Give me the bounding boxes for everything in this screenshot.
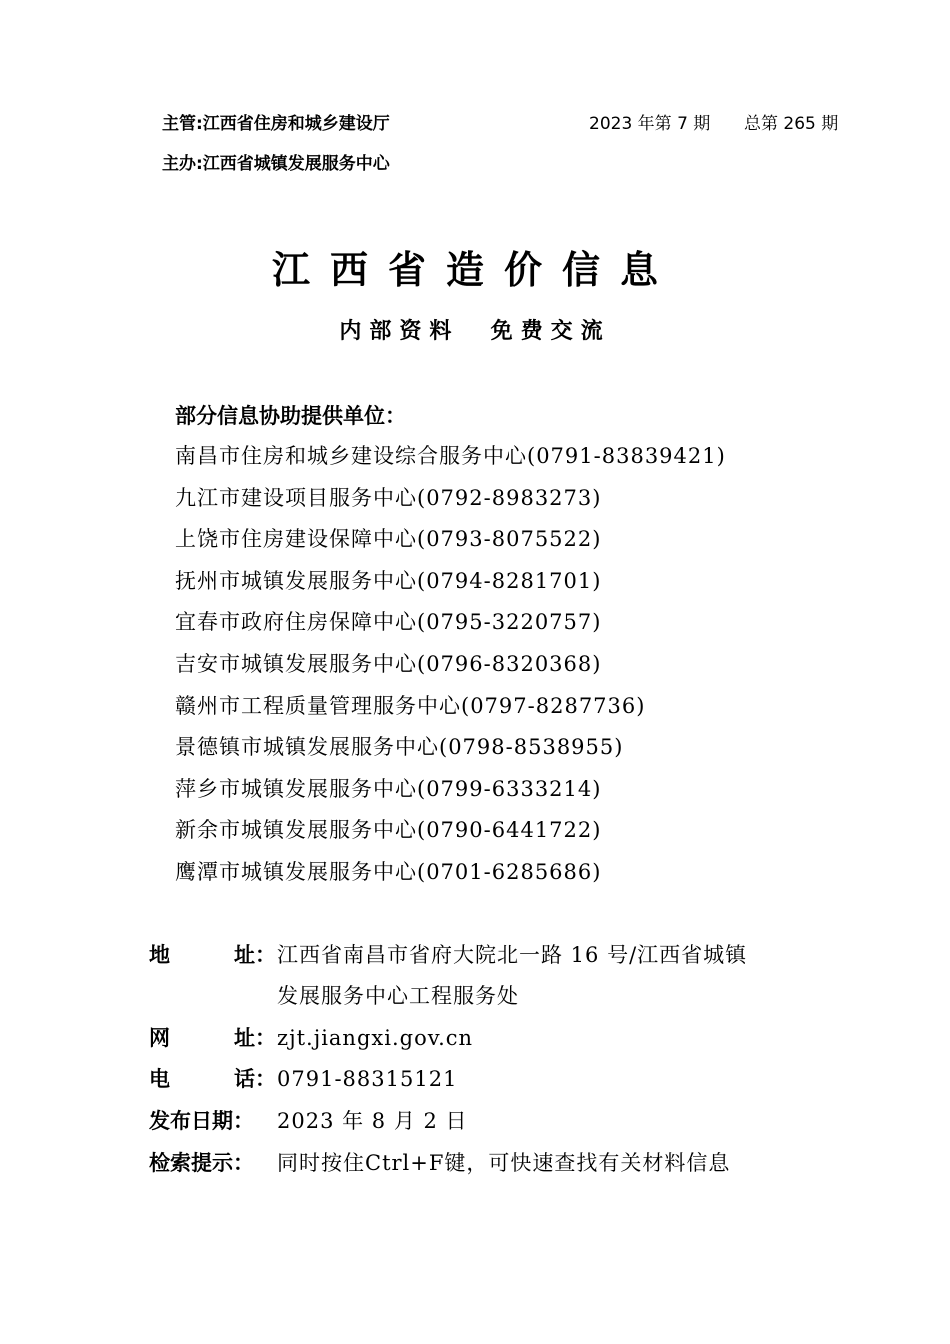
search-tip-row bbox=[149, 1148, 849, 1180]
address-line-1: 江西省南昌市省府大院北一路 16 号/江西省城镇 bbox=[277, 943, 748, 967]
website-label bbox=[149, 1023, 277, 1053]
phone-label-colon: ： bbox=[255, 1067, 276, 1091]
list-item: 南昌市住房和城乡建设综合服务中心(0791-83839421) bbox=[175, 444, 726, 468]
issue-number: 2023 年第 7 期 bbox=[589, 114, 711, 134]
list-item: 吉安市城镇发展服务中心(0796-8320368) bbox=[175, 651, 602, 676]
list-item: 景德镇市城镇发展服务中心(0798-8538955) bbox=[175, 735, 624, 760]
list-item: 新余市城镇发展服务中心(0790-6441722) bbox=[175, 818, 602, 843]
contributors-list bbox=[175, 441, 726, 899]
website-label-char: 网 bbox=[149, 1026, 170, 1050]
search-tip-label: 检索提示： bbox=[149, 1151, 254, 1175]
website-label-char: 址 bbox=[234, 1026, 255, 1050]
address-label-char: 址 bbox=[234, 943, 255, 967]
list-item: 上饶市住房建设保障中心(0793-8075522) bbox=[175, 527, 602, 552]
release-date-label: 发布日期： bbox=[149, 1109, 254, 1133]
sponsor-text: 主办:江西省城镇发展服务中心 bbox=[162, 154, 390, 174]
address-label bbox=[149, 940, 277, 970]
contributors-heading: 部分信息协助提供单位： bbox=[175, 404, 406, 428]
supervisor-text: 主管:江西省住房和城乡建设厅 bbox=[162, 114, 390, 134]
list-item: 抚州市城镇发展服务中心(0794-8281701) bbox=[175, 568, 602, 593]
total-issue-number: 总第 265 期 bbox=[744, 114, 839, 134]
phone-label-char: 电 bbox=[149, 1067, 170, 1091]
address-line-2: 发展服务中心工程服务处 bbox=[277, 984, 519, 1008]
publication-subtitle: 内部资料 免费交流 bbox=[339, 319, 611, 344]
website-url[interactable]: zjt.jiangxi.gov.cn bbox=[277, 1026, 474, 1050]
list-item: 赣州市工程质量管理服务中心(0797-8287736) bbox=[175, 693, 646, 718]
publication-title: 江西省造价信息 bbox=[271, 248, 678, 292]
phone-label bbox=[149, 1064, 277, 1094]
list-item: 九江市建设项目服务中心(0792-8983273) bbox=[175, 485, 602, 510]
list-item: 萍乡市城镇发展服务中心(0799-6333214) bbox=[175, 776, 602, 801]
phone-number: 0791-88315121 bbox=[277, 1067, 458, 1091]
website-row bbox=[149, 1023, 849, 1055]
phone-row bbox=[149, 1064, 849, 1096]
address-row bbox=[149, 940, 849, 1020]
search-tip-value: 同时按住Ctrl+F键，可快速查找有关材料信息 bbox=[277, 1151, 731, 1175]
address-label-char: 地 bbox=[149, 943, 170, 967]
website-label-colon: ： bbox=[255, 1026, 276, 1050]
list-item: 鹰潭市城镇发展服务中心(0701-6285686) bbox=[175, 859, 602, 884]
address-label-colon: ： bbox=[255, 943, 276, 967]
phone-label-char: 话 bbox=[234, 1067, 255, 1091]
release-date-value: 2023 年 8 月 2 日 bbox=[277, 1109, 468, 1133]
release-date-row bbox=[149, 1106, 849, 1138]
list-item: 宜春市政府住房保障中心(0795-3220757) bbox=[175, 610, 602, 635]
